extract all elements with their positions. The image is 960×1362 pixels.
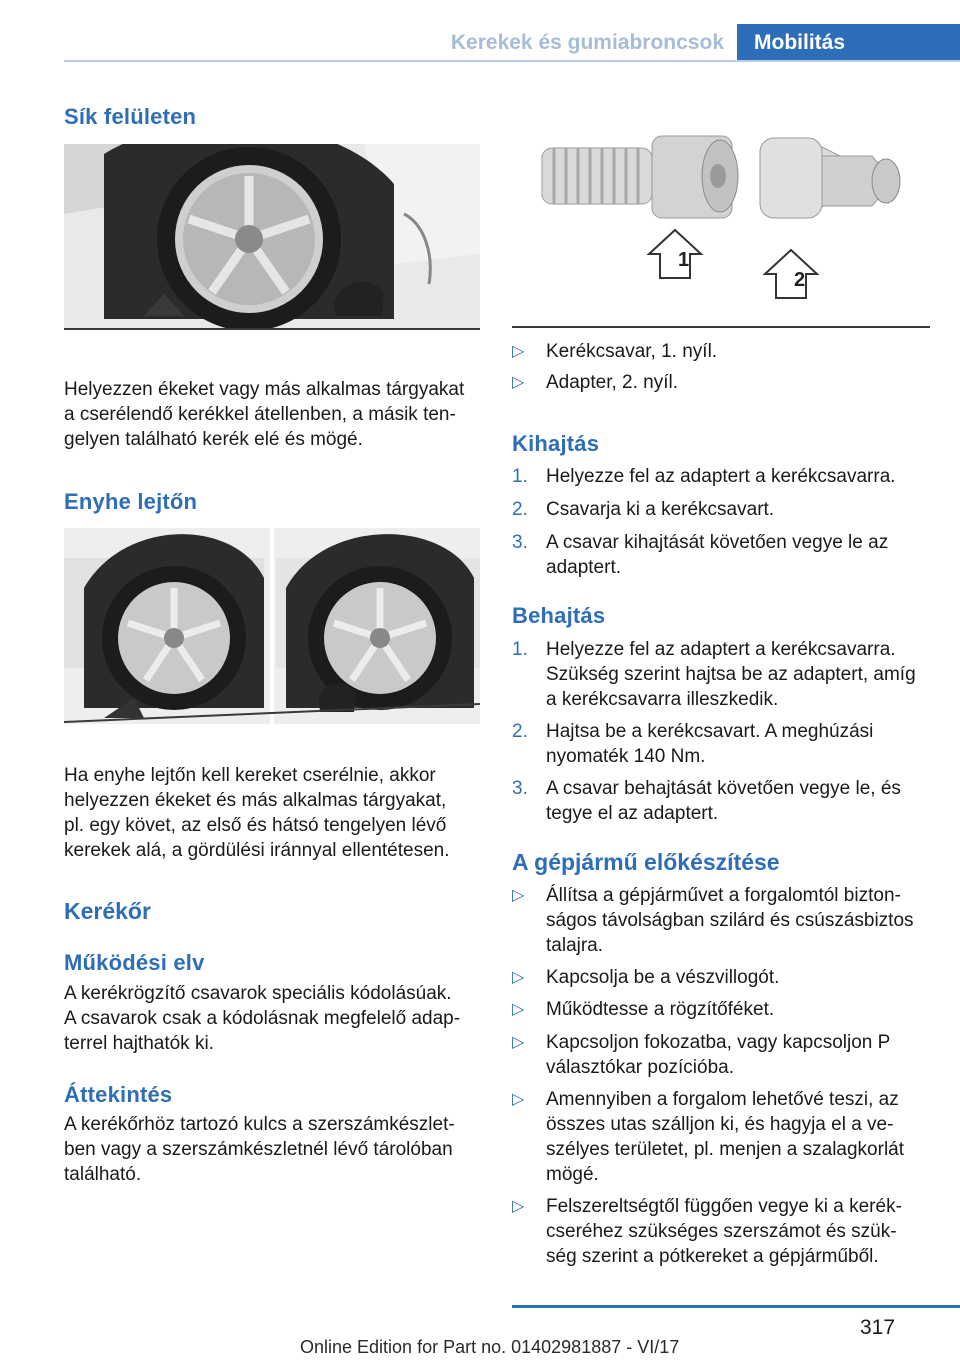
- paragraph-overview: [64, 1112, 480, 1187]
- item-text: Kerékcsavar, 1. nyíl.: [546, 341, 718, 362]
- chapter-tab: [737, 24, 960, 62]
- item-text: [546, 1030, 932, 1080]
- text-line: Működtesse a rögzítőféket.: [546, 999, 775, 1020]
- text-line: Hajtsa be a kerékcsavart. A meghúzási: [546, 721, 874, 742]
- text-line: Kapcsolja be a vészvillogót.: [546, 967, 780, 988]
- bullet-marker: ▷: [512, 1001, 525, 1018]
- text-line: a kerékcsavarra illeszkedik.: [546, 689, 779, 710]
- heading-slope: Enyhe lejtőn: [64, 489, 198, 514]
- item-text: [546, 464, 932, 489]
- edition-note: Online Edition for Part no. 01402981887 - VI/17: [300, 1337, 680, 1357]
- step-number: 1.: [512, 466, 528, 487]
- bullet-marker: ▷: [512, 374, 525, 391]
- text-line: Amennyiben a forgalom lehetővé teszi, az: [546, 1089, 899, 1110]
- text-line: cseréhez szükséges szerszámot és szük-: [546, 1221, 897, 1242]
- heading-wheel-lock: Kerékőr: [64, 898, 151, 924]
- text-line: választókar pozícióba.: [546, 1057, 734, 1078]
- text-line: ságos távolságban szilárd és csúszásbiztos: [546, 910, 914, 931]
- text-line: Szükség szerint hajtsa be az adaptert, amíg: [546, 664, 916, 685]
- text-line: Kapcsoljon fokozatba, vagy kapcsoljon P: [546, 1032, 891, 1053]
- item-text: [546, 1087, 932, 1187]
- paragraph-principle: [64, 981, 480, 1056]
- running-header-section: Kerekek és gumiabroncsok: [450, 31, 724, 54]
- text-line: Helyezze fel az adaptert a kerékcsavarra.: [546, 466, 896, 487]
- text-line: található.: [64, 1164, 142, 1185]
- text-line: Felszereltségtől függően vegye ki a kerék-: [546, 1196, 902, 1217]
- text-line: összes utas szálljon ki, és hagyja el a ve-: [546, 1114, 894, 1135]
- heading-install: Behajtás: [512, 603, 606, 628]
- bullet-marker: ▷: [512, 1091, 525, 1108]
- page-number: 317: [860, 1316, 896, 1339]
- text-line: A csavar behajtását követően vegye le, és: [546, 778, 901, 799]
- text-line: Ha enyhe lejtőn kell kereket cserélnie, akkor: [64, 765, 436, 786]
- heading-flat: Sík felületen: [64, 104, 197, 129]
- figure-bolt-adapter: [512, 126, 930, 308]
- text-line: talajra.: [546, 935, 604, 956]
- text-line: Helyezze fel az adaptert a kerékcsavarra.: [546, 639, 896, 660]
- text-line: Csavarja ki a kerékcsavart.: [546, 499, 775, 520]
- text-line: A kerékrögzítő csavarok speciális kódolásúak.: [64, 983, 452, 1004]
- step-number: 2.: [512, 499, 528, 520]
- figure-wheel-flat: [64, 144, 480, 330]
- bullet-marker: ▷: [512, 887, 525, 904]
- text-line: gelyen található kerék elé és mögé.: [64, 429, 363, 450]
- figure-wheels-slope: [64, 528, 480, 724]
- item-text: [546, 637, 932, 712]
- chapter-tab-label: Mobilitás: [754, 31, 846, 54]
- heading-prepare: A gépjármű előkészítése: [512, 849, 780, 875]
- text-line: pl. egy követ, az első és hátsó tengelyen lévő: [64, 815, 447, 836]
- item-text: [546, 719, 932, 769]
- item-text: [546, 776, 932, 826]
- heading-principle: Működési elv: [64, 950, 205, 975]
- text-line: a cserélendő kerékkel átellenben, a másik ten-: [64, 404, 456, 425]
- paragraph-slope: [64, 763, 480, 863]
- item-text: [546, 965, 932, 990]
- item-text: [546, 497, 932, 522]
- item-text: [546, 883, 932, 958]
- figure-label-2: 2: [794, 269, 806, 291]
- figure-rule: [512, 326, 930, 328]
- text-line: adaptert.: [546, 557, 621, 578]
- bullet-marker: ▷: [512, 1034, 525, 1051]
- text-line: szélyes területet, pl. menjen a szalagkorlát: [546, 1139, 905, 1160]
- text-line: nyomaték 140 Nm.: [546, 746, 706, 767]
- paragraph-flat: [64, 377, 480, 452]
- bullet-marker: ▷: [512, 1198, 525, 1215]
- text-line: A csavarok csak a kódolásnak megfelelő adap-: [64, 1008, 461, 1029]
- bullet-marker: ▷: [512, 969, 525, 986]
- footer-rule: [512, 1305, 960, 1308]
- step-number: 3.: [512, 778, 528, 799]
- text-line: terrel hajthatók ki.: [64, 1033, 214, 1054]
- text-line: ben vagy a szerszámkészletnél lévő tárolóban: [64, 1139, 453, 1160]
- item-text: [546, 1194, 932, 1269]
- text-line: Helyezzen ékeket vagy más alkalmas tárgyakat: [64, 379, 465, 400]
- text-line: ség szerint a pótkereket a gépjárműből.: [546, 1246, 879, 1267]
- text-line: kerekek alá, a gördülési iránnyal ellentétesen.: [64, 840, 450, 861]
- text-line: mögé.: [546, 1164, 599, 1185]
- step-number: 3.: [512, 532, 528, 553]
- header-rule: [64, 60, 960, 62]
- text-line: A csavar kihajtását követően vegye le az: [546, 532, 889, 553]
- heading-remove: Kihajtás: [512, 431, 600, 456]
- item-text: [546, 530, 932, 580]
- text-line: tegye el az adaptert.: [546, 803, 719, 824]
- step-number: 2.: [512, 721, 528, 742]
- item-text: Adapter, 2. nyíl.: [546, 372, 679, 393]
- step-number: 1.: [512, 639, 528, 660]
- text-line: Állítsa a gépjárművet a forgalomtól bizton-: [546, 885, 901, 906]
- figure-label-1: 1: [678, 249, 690, 271]
- item-text: [546, 997, 932, 1022]
- text-line: A kerékőrhöz tartozó kulcs a szerszámkészlet-: [64, 1114, 455, 1135]
- bullet-marker: ▷: [512, 343, 525, 360]
- text-line: helyezzen ékeket és más alkalmas tárgyakat,: [64, 790, 447, 811]
- figure-rule: [64, 328, 480, 330]
- heading-overview: Áttekintés: [64, 1082, 173, 1107]
